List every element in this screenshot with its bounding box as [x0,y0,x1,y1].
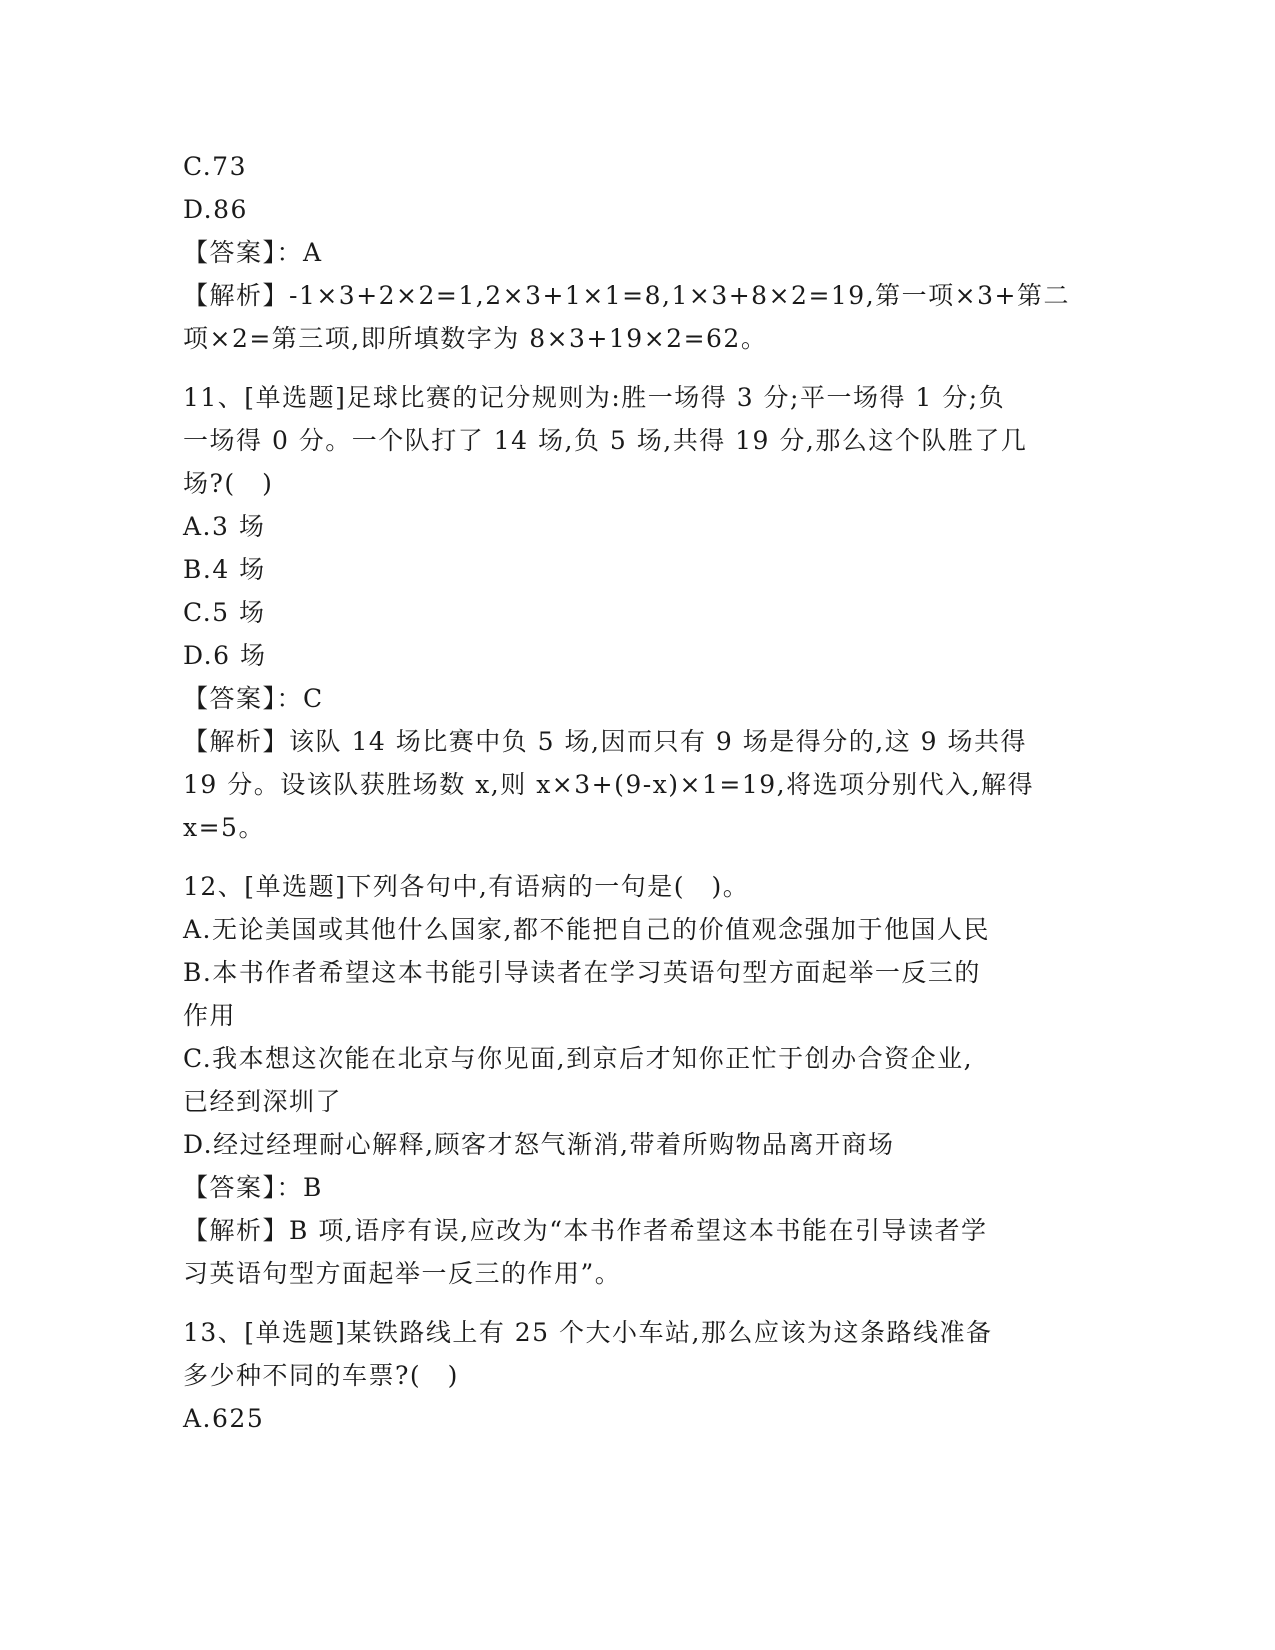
question-12 [183,865,1083,1295]
question-stem-line: 一场得 0 分。一个队打了 14 场,负 5 场,共得 19 分,那么这个队胜了几 [183,426,1028,455]
answer: 【答案】：A [183,238,323,267]
option-c: C.73 [183,152,247,181]
option-a: A.无论美国或其他什么国家,都不能把自己的价值观念强加于他国人民 [183,915,990,944]
explanation-line: 【解析】B 项,语序有误,应改为“本书作者希望这本书能在引导读者学 [183,1216,988,1245]
option-d: D.经过经理耐心解释,顾客才怒气渐消,带着所购物品离开商场 [183,1130,895,1159]
document-page [183,145,1083,1440]
question-stem-line: 11、[单选题]足球比赛的记分规则为:胜一场得 3 分;平一场得 1 分;负 [183,383,1006,412]
option-d: D.86 [183,195,248,224]
question-stem-line: 多少种不同的车票?( ) [183,1361,459,1390]
explanation-line: 项×2=第三项,即所填数字为 8×3+19×2=62。 [183,324,768,353]
answer: 【答案】：C [183,684,324,713]
question-stem-line: 12、[单选题]下列各句中,有语病的一句是( )。 [183,872,750,901]
explanation-line: 【解析】该队 14 场比赛中负 5 场,因而只有 9 场是得分的,这 9 场共得 [183,727,1027,756]
question-stem-line: 场?( ) [183,469,274,498]
question-stem-line: 13、[单选题]某铁路线上有 25 个大小车站,那么应该为这条路线准备 [183,1318,993,1347]
explanation-line: 习英语句型方面起举一反三的作用”。 [183,1259,622,1288]
explanation-line: 19 分。设该队获胜场数 x,则 x×3+(9-x)×1=19,将选项分别代入,解得 [183,770,1035,799]
previous-question [183,145,1083,360]
option-a: A.625 [183,1404,265,1433]
option-d: D.6 场 [183,641,267,670]
explanation-line: x=5。 [183,813,265,842]
question-11 [183,376,1083,849]
answer: 【答案】：B [183,1173,323,1202]
option-c-continued: 已经到深圳了 [183,1087,343,1116]
option-c: C.5 场 [183,598,266,627]
option-c: C.我本想这次能在北京与你见面,到京后才知你正忙于创办合资企业, [183,1044,974,1073]
question-13 [183,1311,1083,1440]
explanation-line: 【解析】-1×3+2×2=1,2×3+1×1=8,1×3+8×2=19,第一项×3+第二 [183,281,1070,310]
option-b-continued: 作用 [183,1001,237,1030]
option-b: B.本书作者希望这本书能引导读者在学习英语句型方面起举一反三的 [183,958,981,987]
option-a: A.3 场 [183,512,266,541]
option-b: B.4 场 [183,555,266,584]
